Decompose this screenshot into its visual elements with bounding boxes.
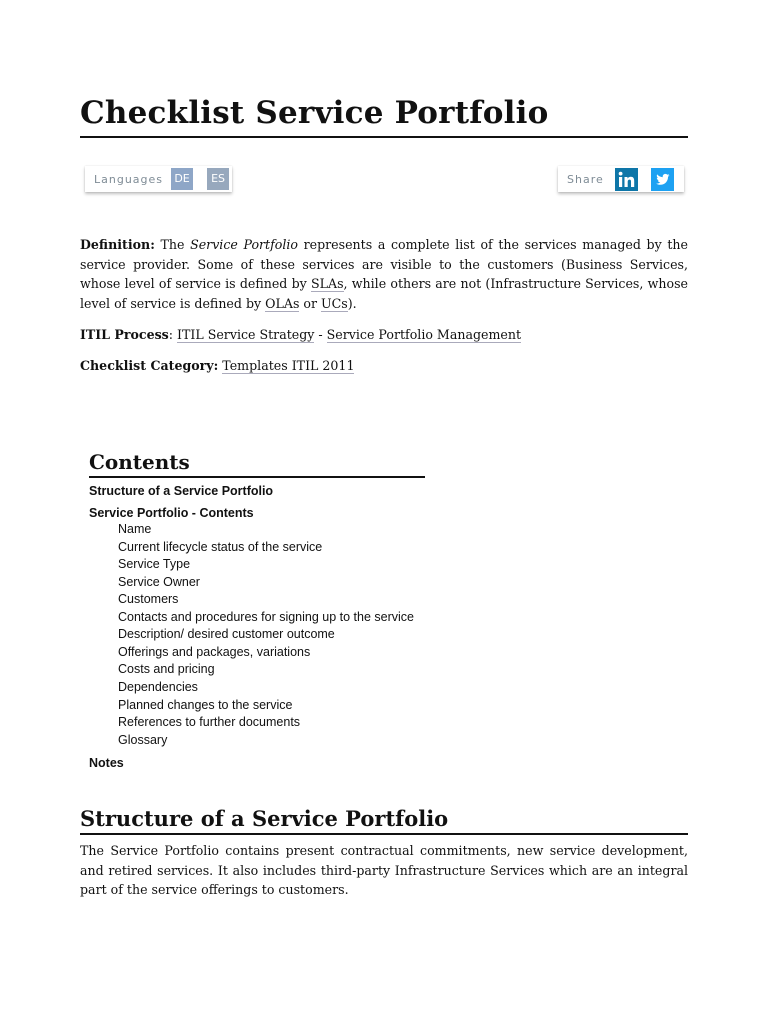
toc-subitem-offerings[interactable]: Offerings and packages, variations <box>118 645 311 659</box>
toc-item-structure[interactable]: Structure of a Service Portfolio <box>89 484 274 498</box>
share-label: Share <box>567 172 604 186</box>
toc-subitem-contacts[interactable]: Contacts and procedures for signing up to the service <box>118 610 415 624</box>
page-title: Checklist Service Portfolio <box>80 93 688 138</box>
language-de-button[interactable]: DE <box>171 168 193 190</box>
structure-paragraph: The Service Portfolio contains present contractual commitments, new service development, and retired services. It also includes third-party Infrastructure Services which are an integral part of the service offerings to customers. <box>80 843 688 897</box>
definition-paragraph <box>80 235 688 313</box>
toc-subitem-dependencies[interactable]: Dependencies <box>118 680 198 694</box>
toc-subitem-description[interactable]: Description/ desired customer outcome <box>118 627 335 641</box>
checklist-category-line <box>80 356 688 376</box>
toc-subitem-costs[interactable]: Costs and pricing <box>118 662 215 676</box>
definition-or: or <box>303 295 318 311</box>
twitter-icon[interactable] <box>651 168 674 191</box>
languages-label: Languages <box>94 172 164 186</box>
toc-subitem-planned-changes[interactable]: Planned changes to the service <box>118 698 293 712</box>
service-portfolio-management-link[interactable]: Service Portfolio Management <box>326 327 522 342</box>
definition-text-1: represents a complete list of the services managed by the service provider. Some of these services are visible to the customers (Business Services, whose level of service is defined by <box>80 237 688 291</box>
itil-process-label: ITIL Process <box>80 327 169 342</box>
definition-label: Definition: <box>80 237 155 252</box>
definition-end: ). <box>347 295 357 311</box>
toc-item-service-portfolio-contents[interactable]: Service Portfolio - Contents <box>89 506 254 520</box>
checklist-category-label: Checklist Category: <box>80 358 219 373</box>
itil-service-strategy-link[interactable]: ITIL Service Strategy <box>177 327 315 342</box>
contents-heading: Contents <box>89 448 425 478</box>
toc-subitem-glossary[interactable]: Glossary <box>118 733 168 747</box>
definition-the: The <box>160 237 185 252</box>
section-heading-structure: Structure of a Service Portfolio <box>80 805 688 835</box>
toc-subitem-lifecycle-status[interactable]: Current lifecycle status of the service <box>118 540 323 554</box>
toc-item-notes[interactable]: Notes <box>89 756 124 770</box>
linkedin-icon[interactable] <box>615 168 638 191</box>
uc-link[interactable]: UCs <box>321 295 348 311</box>
table-of-contents <box>89 448 425 770</box>
languages-box <box>85 166 232 192</box>
toc-subitem-references[interactable]: References to further documents <box>118 715 301 729</box>
toc-subitem-service-owner[interactable]: Service Owner <box>118 575 200 589</box>
language-es-button[interactable]: ES <box>207 168 229 190</box>
sla-link[interactable]: SLAs <box>310 276 344 291</box>
definition-term: Service Portfolio <box>190 237 298 252</box>
share-box <box>558 166 684 192</box>
definition-text-2: , while others are not (Infrastructure Services, whose level of service is defined by <box>80 276 688 311</box>
toc-subitem-customers[interactable]: Customers <box>118 592 179 606</box>
itil-process-separator: - <box>314 327 327 342</box>
itil-process-line: ITIL Process: ITIL Service Strategy - Service Portfolio Management <box>80 327 522 342</box>
toc-subitem-service-type[interactable]: Service Type <box>118 557 191 571</box>
toc-subitem-name[interactable]: Name <box>118 522 152 536</box>
ola-link[interactable]: OLAs <box>265 295 300 311</box>
templates-itil-link[interactable]: Templates ITIL 2011 <box>222 358 355 373</box>
